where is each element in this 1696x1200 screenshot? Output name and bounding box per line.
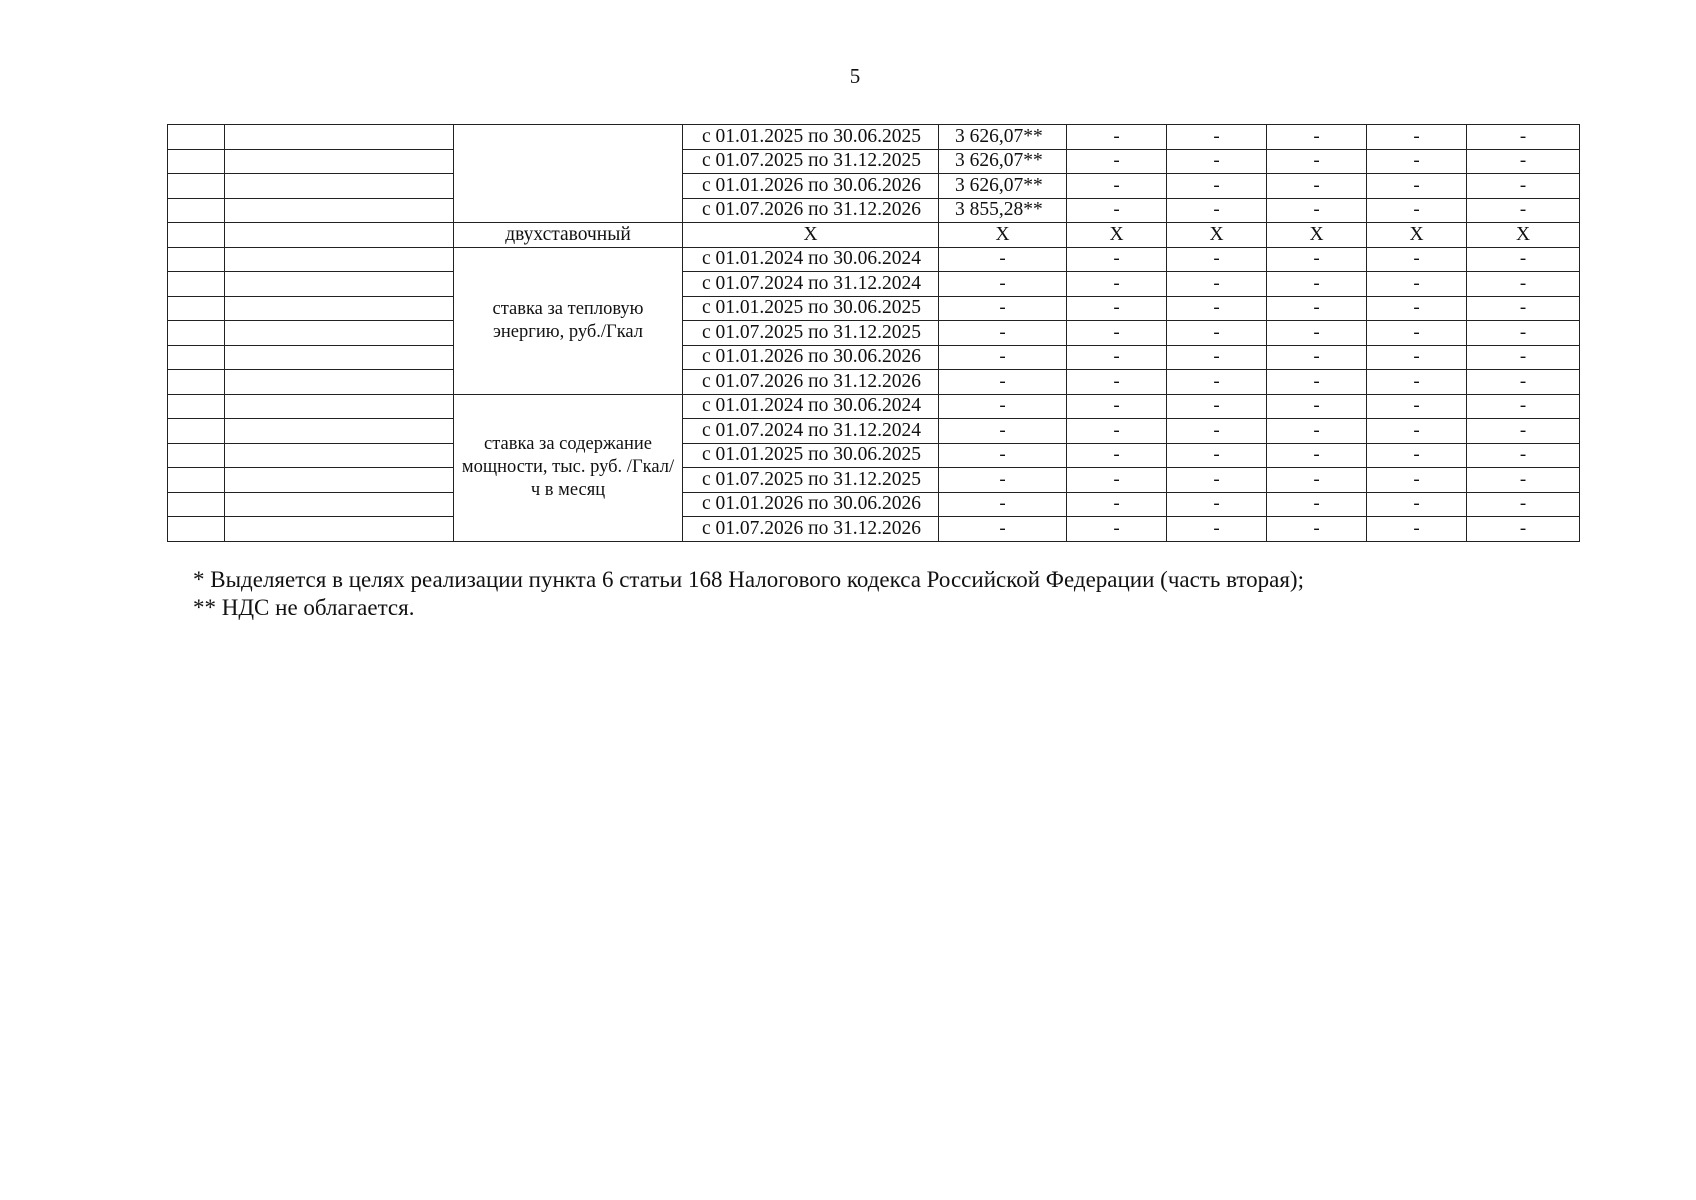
value-cell: - bbox=[1167, 296, 1267, 321]
table-row bbox=[168, 394, 1580, 419]
value-cell: - bbox=[1167, 149, 1267, 174]
tariff-value-cell: - bbox=[939, 272, 1067, 297]
value-cell: - bbox=[1167, 174, 1267, 199]
value-cell: - bbox=[1167, 468, 1267, 493]
organization-cell bbox=[225, 174, 454, 199]
value-cell: - bbox=[1067, 247, 1167, 272]
tariff-value-cell: - bbox=[939, 247, 1067, 272]
footnote-vat-allocation: * Выделяется в целях реализации пункта 6 статьи 168 Налогового кодекса Российской Федерации (часть вторая); bbox=[193, 567, 1304, 592]
value-cell: - bbox=[1467, 468, 1580, 493]
value-cell: - bbox=[1267, 149, 1367, 174]
value-cell: - bbox=[1167, 198, 1267, 223]
value-cell: - bbox=[1467, 321, 1580, 346]
x-cell: Х bbox=[1467, 223, 1580, 248]
value-cell: - bbox=[1267, 247, 1367, 272]
organization-cell bbox=[225, 296, 454, 321]
number-cell bbox=[168, 296, 225, 321]
tariff-value-cell: - bbox=[939, 443, 1067, 468]
value-cell: - bbox=[1467, 125, 1580, 150]
tariff-value-cell: - bbox=[939, 419, 1067, 444]
organization-cell bbox=[225, 247, 454, 272]
value-cell: - bbox=[1267, 517, 1367, 542]
table-row bbox=[168, 492, 1580, 517]
value-cell: - bbox=[1067, 345, 1167, 370]
number-cell bbox=[168, 174, 225, 199]
period-cell: с 01.01.2024 по 30.06.2024 bbox=[683, 247, 939, 272]
tariff-value-cell: - bbox=[939, 296, 1067, 321]
value-cell: - bbox=[1367, 149, 1467, 174]
value-cell: - bbox=[1267, 468, 1367, 493]
table-row bbox=[168, 517, 1580, 542]
x-cell: Х bbox=[1367, 223, 1467, 248]
value-cell: - bbox=[1167, 125, 1267, 150]
number-cell bbox=[168, 419, 225, 444]
value-cell: - bbox=[1267, 174, 1367, 199]
value-cell: - bbox=[1467, 149, 1580, 174]
value-cell: - bbox=[1367, 419, 1467, 444]
value-cell: - bbox=[1467, 517, 1580, 542]
organization-cell bbox=[225, 345, 454, 370]
value-cell: - bbox=[1267, 125, 1367, 150]
period-cell: с 01.07.2024 по 31.12.2024 bbox=[683, 419, 939, 444]
table-row bbox=[168, 468, 1580, 493]
table-row bbox=[168, 272, 1580, 297]
value-cell: - bbox=[1267, 296, 1367, 321]
tariff-value-cell: 3 855,28** bbox=[939, 198, 1067, 223]
value-cell: - bbox=[1467, 419, 1580, 444]
value-cell: - bbox=[1267, 394, 1367, 419]
value-cell: - bbox=[1467, 345, 1580, 370]
value-cell: - bbox=[1367, 296, 1467, 321]
value-cell: - bbox=[1367, 174, 1467, 199]
tariff-value-cell: 3 626,07** bbox=[939, 125, 1067, 150]
value-cell: - bbox=[1267, 492, 1367, 517]
organization-cell bbox=[225, 321, 454, 346]
organization-cell bbox=[225, 517, 454, 542]
tariff-value-cell: - bbox=[939, 345, 1067, 370]
table-row bbox=[168, 419, 1580, 444]
value-cell: - bbox=[1367, 247, 1467, 272]
organization-cell bbox=[225, 272, 454, 297]
value-cell: - bbox=[1467, 370, 1580, 395]
value-cell: - bbox=[1067, 149, 1167, 174]
organization-cell bbox=[225, 419, 454, 444]
number-cell bbox=[168, 443, 225, 468]
value-cell: - bbox=[1367, 517, 1467, 542]
heat-energy-rate-label: ставка за тепловую энергию, руб./Гкал bbox=[454, 247, 683, 394]
value-cell: - bbox=[1167, 247, 1267, 272]
period-cell: с 01.07.2026 по 31.12.2026 bbox=[683, 517, 939, 542]
value-cell: - bbox=[1367, 272, 1467, 297]
value-cell: - bbox=[1367, 370, 1467, 395]
period-cell: с 01.07.2025 по 31.12.2025 bbox=[683, 468, 939, 493]
value-cell: - bbox=[1167, 492, 1267, 517]
value-cell: - bbox=[1067, 272, 1167, 297]
table-row bbox=[168, 149, 1580, 174]
tariff-table bbox=[167, 124, 1580, 542]
organization-cell bbox=[225, 370, 454, 395]
value-cell: - bbox=[1067, 125, 1167, 150]
tariff-value-cell: - bbox=[939, 517, 1067, 542]
value-cell: - bbox=[1167, 321, 1267, 346]
footnote-vat-exempt: ** НДС не облагается. bbox=[193, 595, 415, 620]
tariff-value-cell: - bbox=[939, 394, 1067, 419]
organization-cell bbox=[225, 492, 454, 517]
value-cell: - bbox=[1067, 394, 1167, 419]
period-cell: с 01.01.2026 по 30.06.2026 bbox=[683, 345, 939, 370]
value-cell: - bbox=[1367, 492, 1467, 517]
value-cell: - bbox=[1267, 272, 1367, 297]
value-cell: - bbox=[1467, 198, 1580, 223]
value-cell: - bbox=[1467, 492, 1580, 517]
number-cell bbox=[168, 321, 225, 346]
period-cell: с 01.01.2025 по 30.06.2025 bbox=[683, 296, 939, 321]
value-cell: - bbox=[1367, 321, 1467, 346]
number-cell bbox=[168, 345, 225, 370]
period-cell: с 01.01.2024 по 30.06.2024 bbox=[683, 394, 939, 419]
value-cell: - bbox=[1167, 419, 1267, 444]
value-cell: - bbox=[1067, 492, 1167, 517]
value-cell: - bbox=[1367, 125, 1467, 150]
value-cell: - bbox=[1067, 296, 1167, 321]
tariff-value-cell: 3 626,07** bbox=[939, 174, 1067, 199]
value-cell: - bbox=[1367, 345, 1467, 370]
value-cell: - bbox=[1267, 419, 1367, 444]
number-cell bbox=[168, 370, 225, 395]
x-cell: Х bbox=[683, 223, 939, 248]
value-cell: - bbox=[1267, 198, 1367, 223]
value-cell: - bbox=[1467, 272, 1580, 297]
table-row bbox=[168, 321, 1580, 346]
value-cell: - bbox=[1267, 321, 1367, 346]
x-cell: Х bbox=[1267, 223, 1367, 248]
capacity-rate-label: ставка за содержание мощности, тыс. руб. /Гкал/ч в месяц bbox=[454, 394, 683, 541]
organization-cell bbox=[225, 198, 454, 223]
value-cell: - bbox=[1367, 198, 1467, 223]
organization-cell bbox=[225, 468, 454, 493]
number-cell bbox=[168, 247, 225, 272]
value-cell: - bbox=[1367, 468, 1467, 493]
number-cell bbox=[168, 125, 225, 150]
period-cell: с 01.07.2026 по 31.12.2026 bbox=[683, 198, 939, 223]
period-cell: с 01.01.2025 по 30.06.2025 bbox=[683, 125, 939, 150]
value-cell: - bbox=[1167, 272, 1267, 297]
value-cell: - bbox=[1067, 198, 1167, 223]
table-row bbox=[168, 345, 1580, 370]
period-cell: с 01.01.2025 по 30.06.2025 bbox=[683, 443, 939, 468]
value-cell: - bbox=[1267, 443, 1367, 468]
x-cell: Х bbox=[1067, 223, 1167, 248]
table-row bbox=[168, 370, 1580, 395]
value-cell: - bbox=[1067, 419, 1167, 444]
number-cell bbox=[168, 223, 225, 248]
table-row bbox=[168, 125, 1580, 150]
value-cell: - bbox=[1067, 517, 1167, 542]
value-cell: - bbox=[1467, 296, 1580, 321]
organization-cell bbox=[225, 125, 454, 150]
value-cell: - bbox=[1067, 468, 1167, 493]
page-number: 5 bbox=[849, 64, 861, 88]
value-cell: - bbox=[1167, 370, 1267, 395]
footnotes bbox=[193, 566, 1304, 622]
table-row bbox=[168, 296, 1580, 321]
period-cell: с 01.07.2024 по 31.12.2024 bbox=[683, 272, 939, 297]
value-cell: - bbox=[1467, 247, 1580, 272]
value-cell: - bbox=[1467, 443, 1580, 468]
tariff-value-cell: - bbox=[939, 370, 1067, 395]
value-cell: - bbox=[1067, 321, 1167, 346]
period-cell: с 01.07.2025 по 31.12.2025 bbox=[683, 321, 939, 346]
number-cell bbox=[168, 149, 225, 174]
number-cell bbox=[168, 394, 225, 419]
period-cell: с 01.07.2026 по 31.12.2026 bbox=[683, 370, 939, 395]
table-row bbox=[168, 443, 1580, 468]
organization-cell bbox=[225, 149, 454, 174]
x-cell: Х bbox=[1167, 223, 1267, 248]
table-row bbox=[168, 198, 1580, 223]
x-cell: Х bbox=[939, 223, 1067, 248]
tariff-value-cell: - bbox=[939, 492, 1067, 517]
tariff-value-cell: 3 626,07** bbox=[939, 149, 1067, 174]
rate-type-cell bbox=[454, 125, 683, 223]
two-rate-label: двухставочный bbox=[454, 223, 683, 248]
value-cell: - bbox=[1367, 443, 1467, 468]
table-row bbox=[168, 247, 1580, 272]
number-cell bbox=[168, 272, 225, 297]
organization-cell bbox=[225, 443, 454, 468]
value-cell: - bbox=[1267, 345, 1367, 370]
number-cell bbox=[168, 468, 225, 493]
value-cell: - bbox=[1167, 443, 1267, 468]
table-row bbox=[168, 174, 1580, 199]
organization-cell bbox=[225, 394, 454, 419]
number-cell bbox=[168, 492, 225, 517]
value-cell: - bbox=[1167, 517, 1267, 542]
period-cell: с 01.07.2025 по 31.12.2025 bbox=[683, 149, 939, 174]
value-cell: - bbox=[1067, 174, 1167, 199]
organization-cell bbox=[225, 223, 454, 248]
value-cell: - bbox=[1367, 394, 1467, 419]
value-cell: - bbox=[1067, 370, 1167, 395]
value-cell: - bbox=[1167, 345, 1267, 370]
period-cell: с 01.01.2026 по 30.06.2026 bbox=[683, 492, 939, 517]
two-rate-row bbox=[168, 223, 1580, 248]
value-cell: - bbox=[1467, 174, 1580, 199]
period-cell: с 01.01.2026 по 30.06.2026 bbox=[683, 174, 939, 199]
value-cell: - bbox=[1267, 370, 1367, 395]
number-cell bbox=[168, 198, 225, 223]
value-cell: - bbox=[1067, 443, 1167, 468]
value-cell: - bbox=[1167, 394, 1267, 419]
number-cell bbox=[168, 517, 225, 542]
tariff-value-cell: - bbox=[939, 468, 1067, 493]
value-cell: - bbox=[1467, 394, 1580, 419]
tariff-value-cell: - bbox=[939, 321, 1067, 346]
